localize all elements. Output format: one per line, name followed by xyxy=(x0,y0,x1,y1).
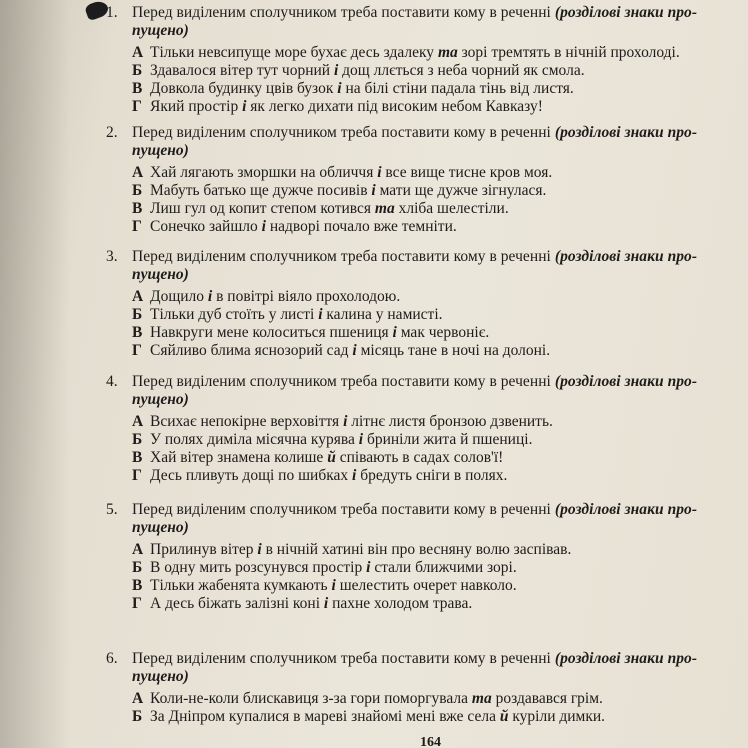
option-letter: Г xyxy=(132,595,142,612)
option-conjunction: і xyxy=(257,541,262,558)
option-conjunction: та xyxy=(437,44,458,61)
option-text-post: співають в садах солов'ї! xyxy=(335,449,504,466)
option-text-pre: А десь біжать залізні коні xyxy=(150,595,324,612)
option-text-post: мак червоніє. xyxy=(396,324,490,341)
option-text-post: надворі почало вже темніти. xyxy=(265,218,457,235)
option-text-pre: Лиш гул од копит степом котився xyxy=(150,200,375,217)
answer-option xyxy=(132,449,503,467)
answer-option xyxy=(132,342,550,360)
question-number: 1. xyxy=(106,4,118,21)
option-conjunction: і xyxy=(343,413,348,430)
option-text-pre: Тільки жабенята кумкають xyxy=(150,577,332,594)
question-stem xyxy=(132,4,697,22)
stem-text: Перед виділеним сполучником треба поставити кому в реченні xyxy=(132,4,551,21)
option-letter: Г xyxy=(132,218,142,235)
option-letter: А xyxy=(132,413,144,430)
stem-text: Перед виділеним сполучником треба поставити кому в реченні xyxy=(132,650,551,667)
option-letter: В xyxy=(132,577,143,594)
answer-option xyxy=(132,708,605,726)
option-text-pre: Прилинув вітер xyxy=(150,541,258,558)
answer-option xyxy=(132,559,517,577)
option-text-post: калина у намисті. xyxy=(322,306,443,323)
answer-option xyxy=(132,577,517,595)
answer-option xyxy=(132,98,543,116)
option-letter: А xyxy=(132,44,144,61)
option-letter: Б xyxy=(132,708,143,725)
option-text-post: в нічній хатині він про весняну волю заспівав. xyxy=(261,541,572,558)
option-letter: Г xyxy=(132,467,142,484)
option-text-pre: За Дніпром купалися в мареві знайомі мені вже села xyxy=(150,708,500,725)
option-letter: В xyxy=(132,324,143,341)
option-conjunction: й xyxy=(499,708,509,725)
question-stem xyxy=(132,501,697,519)
stem-continuation: пущено) xyxy=(132,519,189,536)
stem-continuation: пущено) xyxy=(132,142,189,159)
option-text-post: місяць тане в ночі на долоні. xyxy=(356,342,551,359)
answer-option xyxy=(132,324,489,342)
stem-parenthetical: (розділові знаки про- xyxy=(554,124,698,141)
answer-option xyxy=(132,62,585,80)
stem-continuation: пущено) xyxy=(132,668,189,685)
option-text-pre: Навкруги мене колоситься пшениця xyxy=(150,324,393,341)
option-conjunction: і xyxy=(331,577,336,594)
answer-option xyxy=(132,690,603,708)
option-conjunction: і xyxy=(261,218,266,235)
answer-option xyxy=(132,80,574,98)
option-text-pre: Сонечко зайшло xyxy=(150,218,262,235)
option-text-post: пахне холодом трава. xyxy=(328,595,473,612)
option-text-post: бредуть сніги в полях. xyxy=(356,467,508,484)
stem-text: Перед виділеним сполучником треба поставити кому в реченні xyxy=(132,501,551,518)
option-text-post: зорі тремтять в нічній прохолоді. xyxy=(457,44,680,61)
option-conjunction: і xyxy=(392,324,397,341)
answer-option xyxy=(132,182,546,200)
option-letter: Б xyxy=(132,559,143,576)
option-text-post: все вище тисне кров моя. xyxy=(381,164,553,181)
option-text-pre: Хай лягають зморшки на обличчя xyxy=(150,164,378,181)
option-conjunction: і xyxy=(366,559,371,576)
question-number: 4. xyxy=(106,373,118,390)
option-conjunction: і xyxy=(337,80,342,97)
answer-option xyxy=(132,306,443,324)
stem-text: Перед виділеним сполучником треба поставити кому в реченні xyxy=(132,124,551,141)
option-text-post: стали ближчими зорі. xyxy=(370,559,517,576)
answer-option xyxy=(132,44,680,62)
option-conjunction: і xyxy=(207,288,213,305)
option-text-post: на білі стіни падала тінь від листя. xyxy=(341,80,574,97)
option-text-pre: Мабуть батько ще дужче посивів xyxy=(150,182,372,199)
option-conjunction: і xyxy=(323,595,329,612)
option-conjunction: та xyxy=(471,690,492,707)
page-number: 164 xyxy=(420,735,441,748)
answer-option xyxy=(132,288,400,306)
option-text-post: літнє листя бронзою дзвенить. xyxy=(347,413,553,430)
option-letter: А xyxy=(132,164,144,181)
question-number: 3. xyxy=(106,248,118,265)
option-text-pre: Коли-не-коли блискавиця з-за гори поморгувала xyxy=(150,690,472,707)
question-stem xyxy=(132,124,697,142)
stem-parenthetical: (розділові знаки про- xyxy=(554,373,698,390)
answer-option xyxy=(132,413,553,431)
question-stem xyxy=(132,650,697,668)
option-conjunction: і xyxy=(377,164,382,181)
question-number: 2. xyxy=(106,124,118,141)
option-text-post: в повітрі віяло прохолодою. xyxy=(212,288,401,305)
option-text-pre: Який простір xyxy=(150,98,243,115)
option-conjunction: і xyxy=(242,98,247,115)
option-text-pre: Тільки дуб стоїть у листі xyxy=(150,306,319,323)
option-letter: В xyxy=(132,80,143,97)
stem-continuation: пущено) xyxy=(132,391,189,408)
option-text-post: куріли димки. xyxy=(508,708,606,725)
option-conjunction: і xyxy=(358,431,364,448)
answer-option xyxy=(132,218,457,236)
option-text-pre: У полях диміла місячна курява xyxy=(150,431,359,448)
option-text-pre: Здавалося вітер тут чорний xyxy=(150,62,334,79)
option-text-post: бриніли жита й пшениці. xyxy=(363,431,533,448)
option-letter: А xyxy=(132,288,144,305)
option-text-pre: Десь пливуть дощі по шибках xyxy=(150,467,353,484)
option-conjunction: і xyxy=(352,342,357,359)
answer-option xyxy=(132,200,509,218)
stem-parenthetical: (розділові знаки про- xyxy=(554,501,698,518)
option-conjunction: і xyxy=(371,182,376,199)
answer-option xyxy=(132,431,532,449)
answer-option xyxy=(132,541,571,559)
option-letter: В xyxy=(132,449,143,466)
option-letter: Г xyxy=(132,342,142,359)
question-number: 6. xyxy=(106,650,118,667)
option-conjunction: і xyxy=(352,467,357,484)
stem-text: Перед виділеним сполучником треба поставити кому в реченні xyxy=(132,373,551,390)
option-text-pre: Тільки невсипуще море бухає десь здалеку xyxy=(150,44,438,61)
answer-option xyxy=(132,595,472,613)
option-text-pre: Сяйливо блима яснозорий сад xyxy=(150,342,353,359)
question-stem xyxy=(132,373,697,391)
option-conjunction: і xyxy=(318,306,323,323)
answer-option xyxy=(132,467,507,485)
stem-parenthetical: (розділові знаки про- xyxy=(554,650,698,667)
option-text-pre: Довкола будинку цвів бузок xyxy=(150,80,338,97)
answer-option xyxy=(132,164,552,182)
option-text-pre: Всихає непокірне верховіття xyxy=(150,413,344,430)
option-letter: Б xyxy=(132,431,143,448)
option-letter: Г xyxy=(132,98,142,115)
stem-parenthetical: (розділові знаки про- xyxy=(554,248,698,265)
option-letter: Б xyxy=(132,306,143,323)
option-text-pre: Дощило xyxy=(150,288,208,305)
option-text-post: дощ ллється з неба чорний як смола. xyxy=(338,62,585,79)
option-text-pre: Хай вітер знамена колише xyxy=(150,449,328,466)
option-conjunction: і xyxy=(333,62,339,79)
option-letter: Б xyxy=(132,62,143,79)
option-letter: А xyxy=(132,541,144,558)
option-text-post: як легко дихати під високим небом Кавказу! xyxy=(246,98,543,115)
stem-continuation: пущено) xyxy=(132,22,189,39)
stem-text: Перед виділеним сполучником треба поставити кому в реченні xyxy=(132,248,551,265)
question-stem xyxy=(132,248,697,266)
option-letter: В xyxy=(132,200,143,217)
option-text-pre: В одну мить розсунувся простір xyxy=(150,559,367,576)
option-letter: Б xyxy=(132,182,143,199)
spine-shadow xyxy=(0,0,70,748)
option-text-post: роздавався грім. xyxy=(491,690,603,707)
option-conjunction: й xyxy=(327,449,336,466)
stem-continuation: пущено) xyxy=(132,266,189,283)
stem-parenthetical: (розділові знаки про- xyxy=(554,4,698,21)
question-number: 5. xyxy=(106,501,118,518)
option-text-post: хліба шелестіли. xyxy=(394,200,509,217)
option-letter: А xyxy=(132,690,144,707)
option-conjunction: та xyxy=(374,200,395,217)
option-text-post: мати ще дужче зігнулася. xyxy=(375,182,547,199)
option-text-post: шелестить очерет навколо. xyxy=(335,577,517,594)
